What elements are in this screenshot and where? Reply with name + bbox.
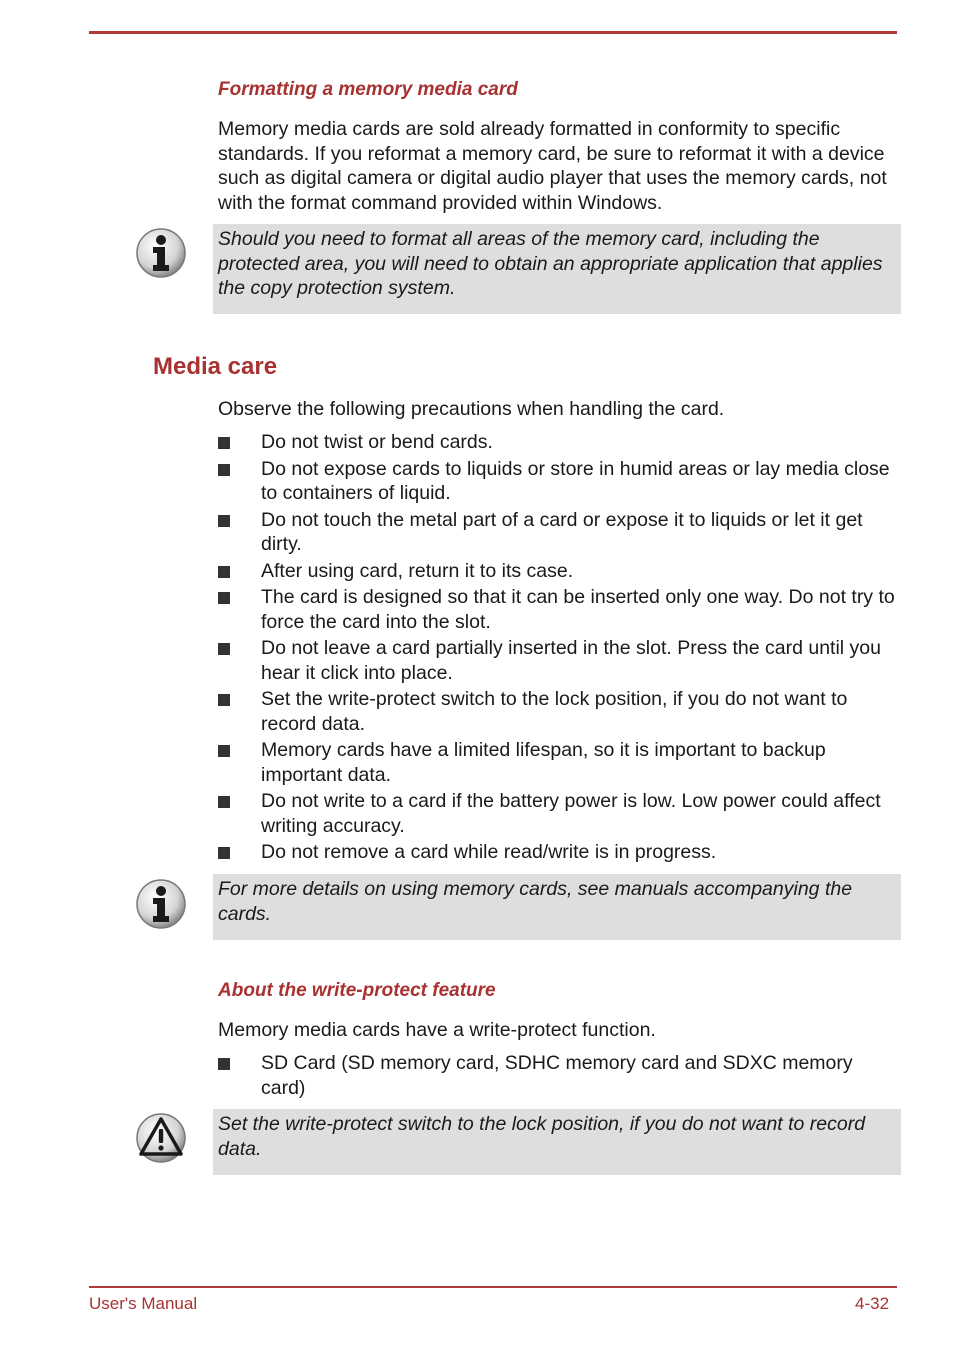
bullet-square-icon: [218, 745, 230, 757]
footer-rule: [89, 1286, 897, 1288]
footer-manual-title: User's Manual: [89, 1294, 198, 1313]
list-item: Do not write to a card if the battery power is low. Low power could affect writing accuracy.: [218, 789, 900, 838]
section-heading-formatting: Formatting a memory media card: [218, 79, 518, 100]
list-item: Do not touch the metal part of a card or expose it to liquids or let it get dirty.: [218, 508, 900, 557]
bullet-square-icon: [218, 566, 230, 578]
list-item: Do not expose cards to liquids or store in humid areas or lay media close to containers of liquid.: [218, 457, 900, 506]
bullet-square-icon: [218, 1058, 230, 1070]
list-item: After using card, return it to its case.: [218, 559, 900, 584]
note-text-format: Should you need to format all areas of the memory card, including the protected area, you will need to obtain an appropriate application that applies the copy protection system.: [218, 228, 883, 299]
bullet-square-icon: [218, 643, 230, 655]
list-item: Do not remove a card while read/write is in progress.: [218, 840, 900, 865]
info-icon: [135, 227, 187, 279]
bullet-square-icon: [218, 847, 230, 859]
list-item: Do not twist or bend cards.: [218, 430, 900, 455]
note-box-write-protect: [213, 1109, 901, 1175]
list-item: Memory cards have a limited lifespan, so it is important to backup important data.: [218, 738, 900, 787]
note-text-write-protect: Set the write-protect switch to the lock position, if you do not want to record data.: [218, 1113, 866, 1160]
list-item: Set the write-protect switch to the lock position, if you do not want to record data.: [218, 687, 900, 736]
bullet-square-icon: [218, 515, 230, 527]
bullet-square-icon: [218, 437, 230, 449]
header-rule: [89, 31, 897, 34]
info-icon: [135, 878, 187, 930]
list-item: The card is designed so that it can be inserted only one way. Do not try to force the card into the slot.: [218, 585, 900, 634]
footer-page-number: 4-32: [855, 1294, 890, 1313]
bullet-square-icon: [218, 464, 230, 476]
bullet-square-icon: [218, 592, 230, 604]
section-heading-write-protect: About the write-protect feature: [218, 980, 496, 1001]
paragraph-formatting: Memory media cards are sold already formatted in conformity to specific standards. If you reformat a memory card, be sure to reformat it with a device such as digital camera or digital audio player that uses the memory cards, not with the format command provided within Windows.: [218, 118, 887, 214]
note-box-format: [213, 224, 901, 314]
bullet-square-icon: [218, 796, 230, 808]
note-box-details: [213, 874, 901, 940]
list-item: SD Card (SD memory card, SDHC memory card and SDXC memory card): [218, 1051, 900, 1100]
media-care-list: [218, 430, 900, 867]
warning-icon: [135, 1112, 187, 1164]
section-heading-media-care: Media care: [153, 353, 278, 380]
paragraph-media-care-intro: Observe the following precautions when handling the card.: [218, 398, 725, 420]
list-item: Do not leave a card partially inserted in the slot. Press the card until you hear it click into place.: [218, 636, 900, 685]
bullet-square-icon: [218, 694, 230, 706]
paragraph-write-protect-intro: Memory media cards have a write-protect function.: [218, 1019, 656, 1041]
note-text-details: For more details on using memory cards, see manuals accompanying the cards.: [218, 878, 853, 925]
write-protect-list: [218, 1051, 900, 1102]
